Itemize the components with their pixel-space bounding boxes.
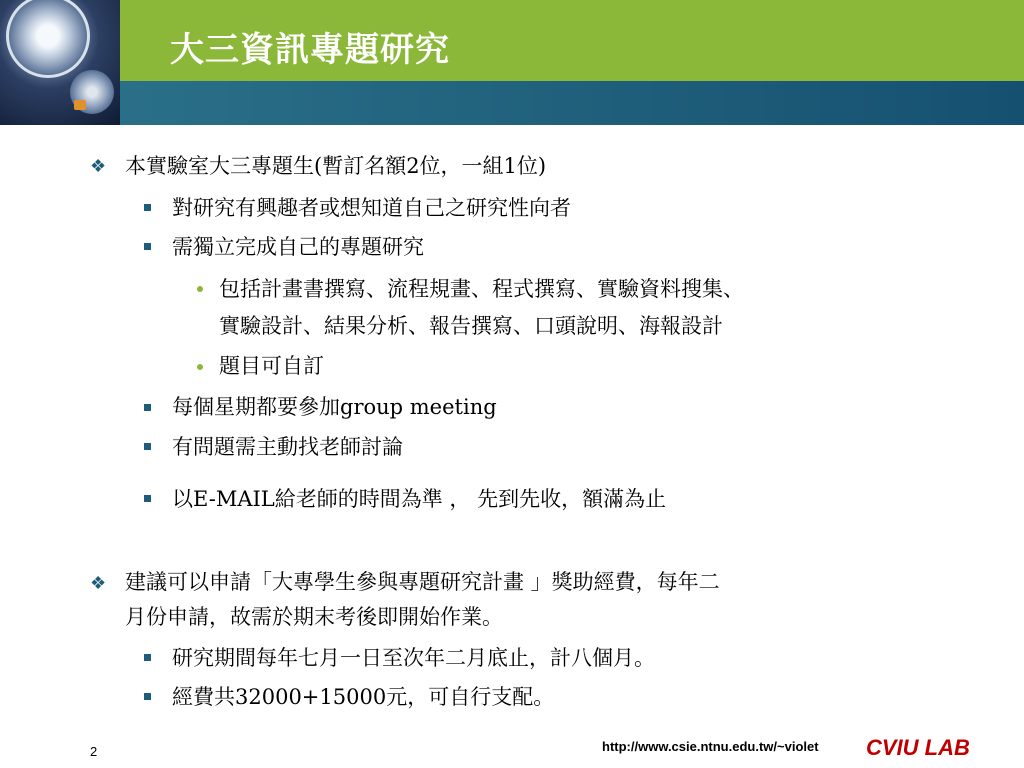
- bullet-level2: 有問題需主動找老師討論: [172, 435, 403, 459]
- bullet-level2: 對研究有興趣者或想知道自己之研究性向者: [172, 196, 571, 220]
- square-bullet-icon: [144, 654, 151, 661]
- square-bullet-icon: [144, 443, 151, 450]
- bullet-level2: 需獨立完成自己的專題研究: [172, 235, 424, 259]
- bullet-level1-continuation: 月份申請，故需於期末考後即開始作業。: [125, 605, 503, 629]
- bullet-level3: 題目可自訂: [219, 354, 324, 378]
- square-bullet-icon: [144, 243, 151, 250]
- footer-lab-name: CVIU LAB: [866, 735, 970, 760]
- bullet-level2: 以E-MAIL給老師的時間為準 ， 先到先收，額滿為止: [172, 487, 667, 511]
- square-bullet-icon: [144, 204, 151, 211]
- slide-title: 大三資訊專題研究: [170, 30, 450, 70]
- square-bullet-icon: [144, 495, 151, 502]
- dot-bullet-icon: [197, 364, 203, 370]
- bullet-level3-continuation: 實驗設計、結果分析、報告撰寫、口頭說明、海報設計: [219, 314, 723, 338]
- footer-url: http://www.csie.ntnu.edu.tw/~violet: [602, 739, 819, 754]
- bullet-level1: 建議可以申請「大專學生參與專題研究計畫 」獎助經費，每年二: [125, 570, 720, 594]
- bullet-level3: 包括計畫書撰寫、流程規畫、程式撰寫、實驗資料搜集、: [219, 277, 744, 301]
- bullet-level2: 經費共32000+15000元，可自行支配。: [172, 685, 555, 709]
- diamond-bullet-icon: ❖: [90, 573, 107, 594]
- dot-bullet-icon: [197, 286, 203, 292]
- square-bullet-icon: [144, 693, 151, 700]
- diamond-bullet-icon: ❖: [90, 156, 107, 177]
- bullet-level2: 研究期間每年七月一日至次年二月底止，計八個月。: [172, 646, 655, 670]
- bullet-level1: 本實驗室大三專題生(暫訂名額2位，一組1位): [125, 154, 547, 178]
- page-number: 2: [90, 744, 98, 759]
- square-bullet-icon: [144, 404, 151, 411]
- bullet-level2: 每個星期都要參加group meeting: [172, 395, 497, 419]
